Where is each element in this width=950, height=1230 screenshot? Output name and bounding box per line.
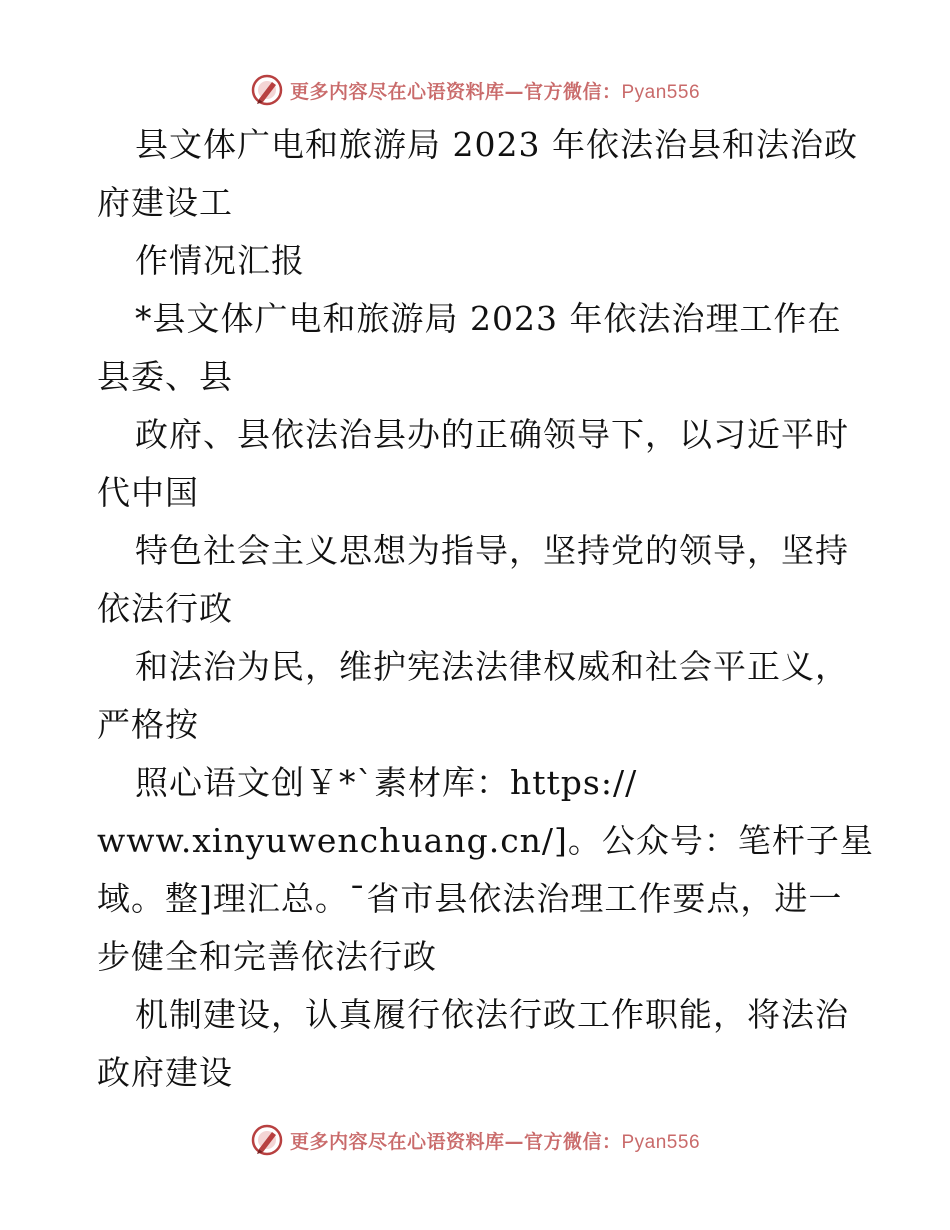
text-line: 照心语文创￥*`素材库：https:// xyxy=(135,763,638,802)
document-body xyxy=(0,116,950,1102)
text-line: 政府建设 xyxy=(97,1053,233,1092)
text-line: *县文体广电和旅游局 2023 年依法治理工作在 xyxy=(135,299,842,338)
text-line: 步健全和完善依法行政 xyxy=(97,937,437,976)
text-line: 作情况汇报 xyxy=(135,241,305,280)
pen-logo-icon xyxy=(250,1123,284,1157)
banner-wechat-id: Pyan556 xyxy=(621,1131,701,1153)
text-line: 特色社会主义思想为指导，坚持党的领导，坚持 xyxy=(135,531,849,570)
banner-label: 更多内容尽在心语资料库—官方微信： xyxy=(289,80,622,103)
header-watermark-banner xyxy=(0,70,950,110)
text-line: 府建设工 xyxy=(97,183,233,222)
footer-watermark-banner xyxy=(0,1120,950,1160)
text-line: 严格按 xyxy=(97,705,199,744)
text-line: 和法治为民，维护宪法法律权威和社会平正义， xyxy=(135,647,849,686)
pen-logo-icon xyxy=(250,73,284,107)
text-line: 政府、县依法治县办的正确领导下，以习近平时 xyxy=(135,415,849,454)
text-line: www.xinyuwenchuang.cn/]。公众号：笔杆子星 xyxy=(97,821,874,860)
text-line: 代中国 xyxy=(97,473,199,512)
text-line: 域。整]理汇总。¯省市县依法治理工作要点，进一 xyxy=(97,879,843,918)
text-line: 县委、县 xyxy=(97,357,233,396)
text-line: 机制建设，认真履行依法行政工作职能，将法治 xyxy=(135,995,849,1034)
text-line: 县文体广电和旅游局 2023 年依法治县和法治政 xyxy=(135,125,858,164)
text-line: 依法行政 xyxy=(97,589,233,628)
banner-wechat-id: Pyan556 xyxy=(621,81,701,103)
banner-label: 更多内容尽在心语资料库—官方微信： xyxy=(289,1130,622,1153)
